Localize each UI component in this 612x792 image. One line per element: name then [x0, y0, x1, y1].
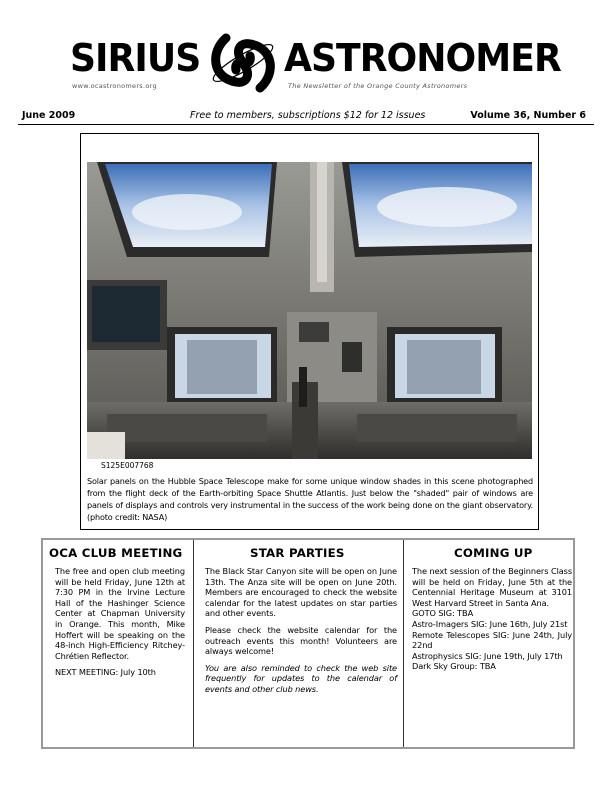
coming-up-column — [403, 540, 572, 747]
dateline — [18, 110, 594, 125]
coming-up-heading: COMING UP — [454, 546, 533, 560]
outreach-note: Please check the website calendar for the outreach events this month! Volunteers are always welcome! — [205, 624, 397, 657]
info-box — [41, 538, 575, 749]
club-meeting-heading: OCA CLUB MEETING — [49, 546, 183, 560]
volume-number: Volume 36, Number 6 — [470, 110, 586, 121]
featured-photo-box — [80, 133, 539, 530]
list-item: Remote Telescopes SIG: June 24th, July 22nd — [412, 629, 572, 651]
list-item: The next session of the Beginners Class will be held on Friday, June 5th at the Centennial Heritage Museum at 3101 West Harvard Street in Santa Ana. — [412, 566, 572, 608]
subscription-note: Free to members, subscriptions $12 for 12 issues — [190, 110, 426, 121]
next-meeting-note: NEXT MEETING: July 10th — [55, 667, 156, 678]
list-item: GOTO SIG: TBA — [412, 608, 474, 619]
list-item: Astro-Imagers SIG: June 16th, July 21st — [412, 618, 568, 629]
issue-date: June 2009 — [22, 110, 76, 121]
club-meeting-body — [55, 566, 185, 684]
masthead-tagline: The Newsletter of the Orange County Astronomers — [288, 82, 468, 90]
star-parties-body — [205, 566, 397, 701]
calendar-reminder: You are also reminded to check the web site frequently for updates to the calendar of events and other club news. — [205, 662, 397, 694]
masthead-url: www.ocastronomers.org — [72, 82, 157, 90]
photo-id-label: S125E007768 — [101, 461, 154, 470]
list-item: Astrophysics SIG: June 19th, July 17th — [412, 650, 563, 661]
club-meeting-column — [49, 540, 191, 747]
club-meeting-details: The free and open club meeting will be held Friday, June 12th at 7:30 PM in the Irvine Lecture Hall of the Hashinger Science Center at Chapman University in Orange. This month, Mike Hoffert will be speaking on the 48-inch High-Efficiency Ritchey-Chrétien Reflector. — [55, 566, 185, 661]
star-parties-column — [193, 540, 402, 747]
star-parties-heading: STAR PARTIES — [250, 546, 345, 560]
star-parties-schedule: The Black Star Canyon site will be open on June 13th. The Anza site will be open on June 20th. Members are encouraged to check the website calendar for the latest updates on star parties and other events. — [205, 566, 397, 619]
masthead-title-right: ASTRONOMER — [284, 36, 561, 80]
masthead — [66, 24, 561, 104]
photo-caption: Solar panels on the Hubble Space Telescope make for some unique window shades in this scene photographed from the flight deck of the Earth-orbiting Space Shuttle Atlantis. Just below the "shaded" pair of windows are panels of displays and controls very instrumental in the success of the work being done on the giant observatory. (photo credit: NASA) — [87, 476, 533, 522]
swirl-logo-icon — [206, 26, 280, 100]
coming-up-body — [412, 566, 572, 672]
list-item: Dark Sky Group: TBA — [412, 661, 496, 672]
masthead-title-left: SIRIUS — [70, 36, 201, 80]
shuttle-flight-deck-photo — [87, 162, 532, 459]
